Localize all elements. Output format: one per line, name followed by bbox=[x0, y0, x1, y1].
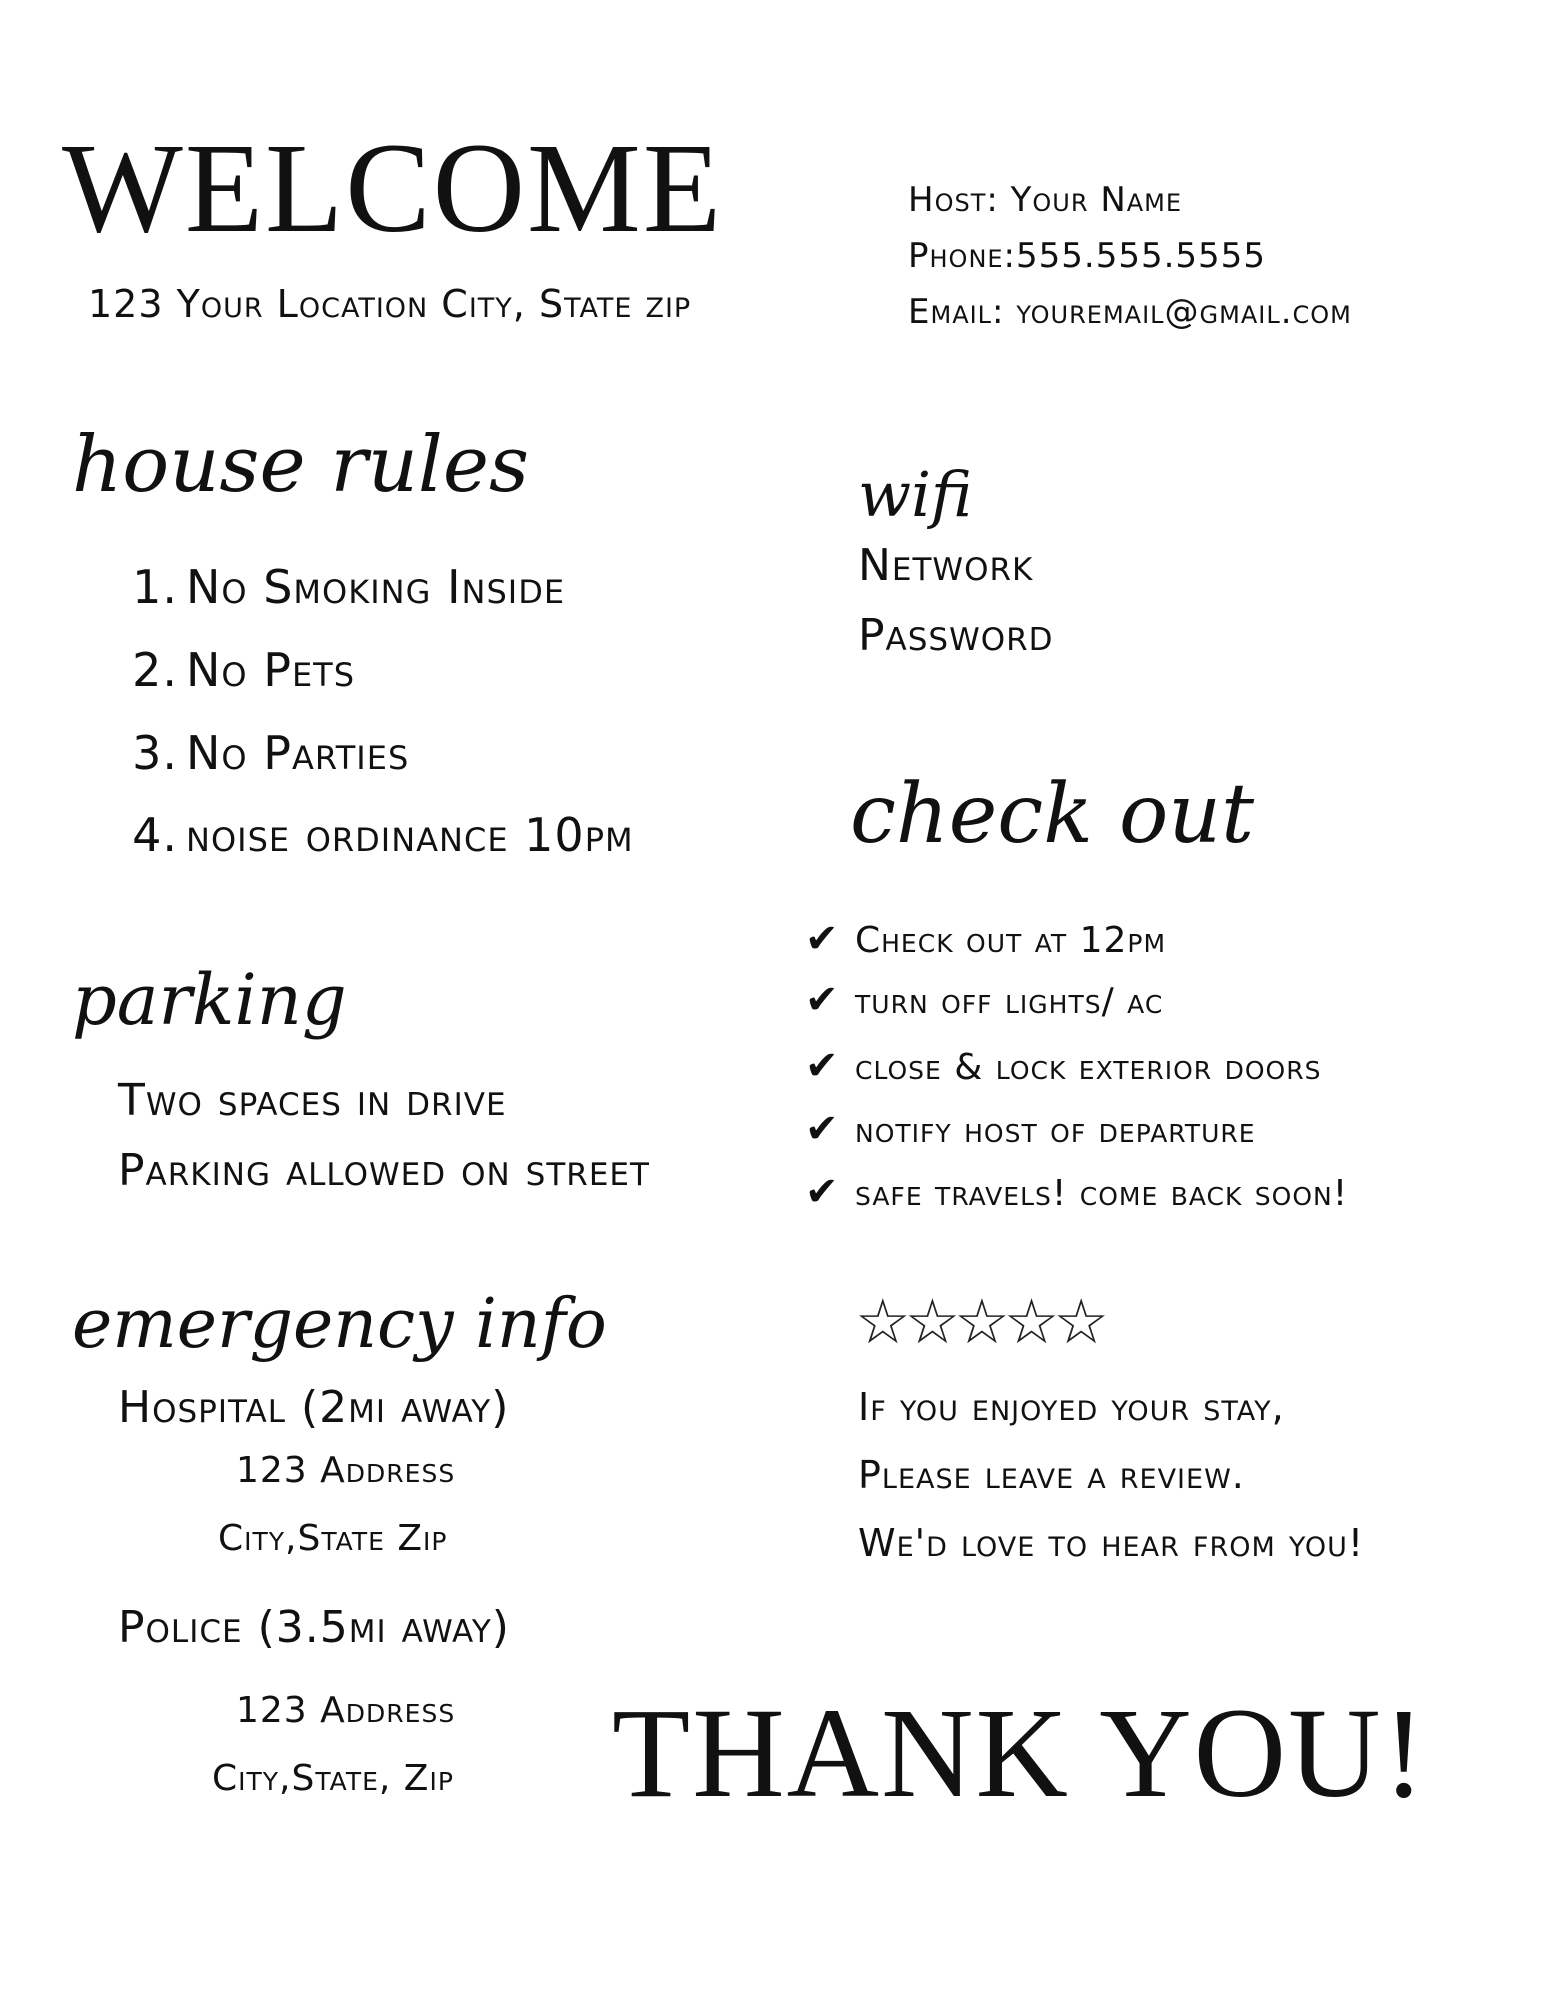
list-item bbox=[805, 977, 1163, 1023]
checkout-item-text: Check out at 12pm bbox=[855, 920, 1167, 961]
list-item bbox=[805, 1043, 1321, 1089]
rule-number: 1. bbox=[132, 560, 178, 614]
checkmark-icon: ✔ bbox=[805, 1169, 840, 1215]
host-phone: Phone:555.555.5555 bbox=[908, 236, 1266, 276]
house-rules-heading: house rules bbox=[72, 420, 530, 510]
checkmark-icon: ✔ bbox=[805, 1106, 840, 1152]
host-name: Host: Your Name bbox=[908, 180, 1183, 220]
police-title: Police (3.5mi away) bbox=[118, 1602, 510, 1653]
wifi-heading: wifi bbox=[858, 458, 973, 531]
hospital-city: City,State Zip bbox=[218, 1518, 448, 1559]
checkout-item-text: close & lock exterior doors bbox=[855, 1047, 1322, 1088]
checkmark-icon: ✔ bbox=[805, 916, 840, 962]
rule-number: 2. bbox=[132, 643, 178, 697]
checkmark-icon: ✔ bbox=[805, 977, 840, 1023]
rule-text: No Smoking Inside bbox=[186, 560, 566, 614]
page-title: WELCOME bbox=[62, 117, 723, 259]
checkout-item-text: notify host of departure bbox=[855, 1110, 1256, 1151]
checkmark-icon: ✔ bbox=[805, 1043, 840, 1089]
review-line: We'd love to hear from you! bbox=[858, 1521, 1365, 1565]
parking-line: Two spaces in drive bbox=[118, 1075, 507, 1126]
host-email: Email: youremail@gmail.com bbox=[908, 292, 1352, 332]
rating-stars-icon: ☆☆☆☆☆ bbox=[855, 1288, 1103, 1357]
list-item bbox=[805, 916, 1166, 962]
parking-line: Parking allowed on street bbox=[118, 1145, 650, 1196]
list-item bbox=[130, 808, 634, 862]
rule-number: 4. bbox=[132, 808, 178, 862]
review-line: If you enjoyed your stay, bbox=[858, 1385, 1285, 1429]
list-item bbox=[805, 1169, 1348, 1215]
police-city: City,State, Zip bbox=[212, 1758, 454, 1799]
checkout-item-text: turn off lights/ ac bbox=[855, 981, 1164, 1022]
property-address: 123 Your Location City, State zip bbox=[88, 282, 692, 326]
emergency-info-heading: emergency info bbox=[72, 1285, 607, 1364]
rule-text: No Parties bbox=[186, 726, 410, 780]
thank-you-title: THANK YOU! bbox=[612, 1682, 1428, 1824]
police-address: 123 Address bbox=[236, 1690, 456, 1731]
wifi-network-label: Network bbox=[858, 540, 1034, 591]
hospital-title: Hospital (2mi away) bbox=[118, 1382, 510, 1433]
list-item bbox=[130, 560, 565, 614]
rule-number: 3. bbox=[132, 726, 178, 780]
review-line: Please leave a review. bbox=[858, 1453, 1245, 1497]
rule-text: noise ordinance 10pm bbox=[186, 808, 634, 862]
list-item bbox=[130, 643, 355, 697]
list-item bbox=[130, 726, 409, 780]
parking-heading: parking bbox=[72, 959, 347, 1041]
rule-text: No Pets bbox=[186, 643, 356, 697]
wifi-password-label: Password bbox=[858, 610, 1054, 661]
list-item bbox=[805, 1106, 1256, 1152]
checkout-item-text: safe travels! come back soon! bbox=[855, 1173, 1349, 1214]
hospital-address: 123 Address bbox=[236, 1450, 456, 1491]
check-out-heading: check out bbox=[850, 767, 1255, 862]
